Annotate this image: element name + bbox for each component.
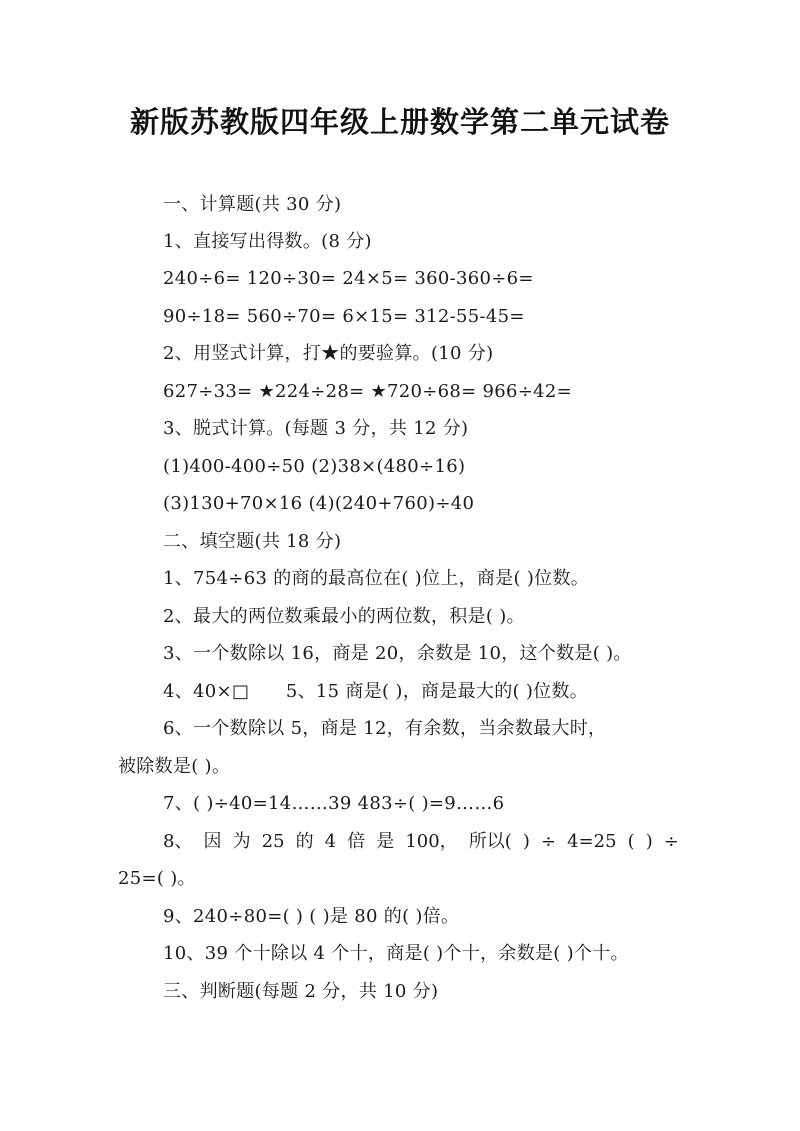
fill-question: 6、一个数除以 5，商是 12，有余数，当余数最大时， [163,718,607,739]
fill-question: 7、( )÷40=14……39 483÷( )=9……6 [163,793,505,814]
fill-question: 9、240÷80=( ) ( )是 80 的( )倍。 [163,906,460,927]
fill-question: 3、一个数除以 16，商是 20，余数是 10，这个数是( )。 [163,643,632,664]
q8-part: 为 [232,831,251,852]
q8-part: 因 [203,831,222,852]
q8-part: ÷ [663,831,679,852]
q8-part: 4 [324,831,337,852]
calc-row: 240÷6= 120÷30= 24×5= 360-360÷6= [163,268,534,289]
section-heading-judgement: 三、判断题(每题 2 分，共 10 分) [163,981,439,1002]
q8-part: 8、 [163,831,193,852]
fill-question: 10、39 个十除以 4 个十，商是( )个十，余数是( )个十。 [163,943,629,964]
q8-part: 是 [376,831,395,852]
q8-part: 4=25 [567,831,617,852]
q8-part: ) [522,831,530,852]
q8-part: 25 [261,831,285,852]
calc-row: 90÷18= 560÷70= 6×15= 312-55-45= [163,306,525,327]
fill-question: 4、40×□ 5、15 商是( )，商是最大的( )位数。 [163,681,589,702]
q8-part: ) [645,831,653,852]
q8-part: 所以( [468,831,512,852]
section-heading-calculation: 一、计算题(共 30 分) [163,194,342,215]
fill-question-continued: 被除数是( )。 [118,756,231,777]
fill-question-continued: 25=( )。 [118,868,196,889]
question-step-calc: 3、脱式计算。(每题 3 分，共 12 分) [163,418,469,439]
question-direct-answer: 1、直接写出得数。(8 分) [163,231,372,252]
q8-part: 倍 [347,831,366,852]
fill-question: 1、754÷63 的商的最高位在( )位上，商是( )位数。 [163,568,590,589]
section-heading-fill-blank: 二、填空题(共 18 分) [163,531,342,552]
q8-part: 100， [405,831,458,852]
question-vertical-calc: 2、用竖式计算，打★的要验算。(10 分) [163,343,494,364]
fill-question: 2、最大的两位数乘最小的两位数，积是( )。 [163,606,525,627]
fill-question-8 [163,831,679,853]
q8-part: ÷ [540,831,557,852]
calc-row: 627÷33= ★224÷28= ★720÷68= 966÷42= [163,381,573,402]
calc-row: (3)130+70×16 (4)(240+760)÷40 [163,493,475,514]
page-title: 新版苏教版四年级上册数学第二单元试卷 [129,105,670,139]
q8-part: ( [627,831,635,852]
calc-row: (1)400-400÷50 (2)38×(480÷16) [163,456,466,477]
q8-part: 的 [295,831,314,852]
